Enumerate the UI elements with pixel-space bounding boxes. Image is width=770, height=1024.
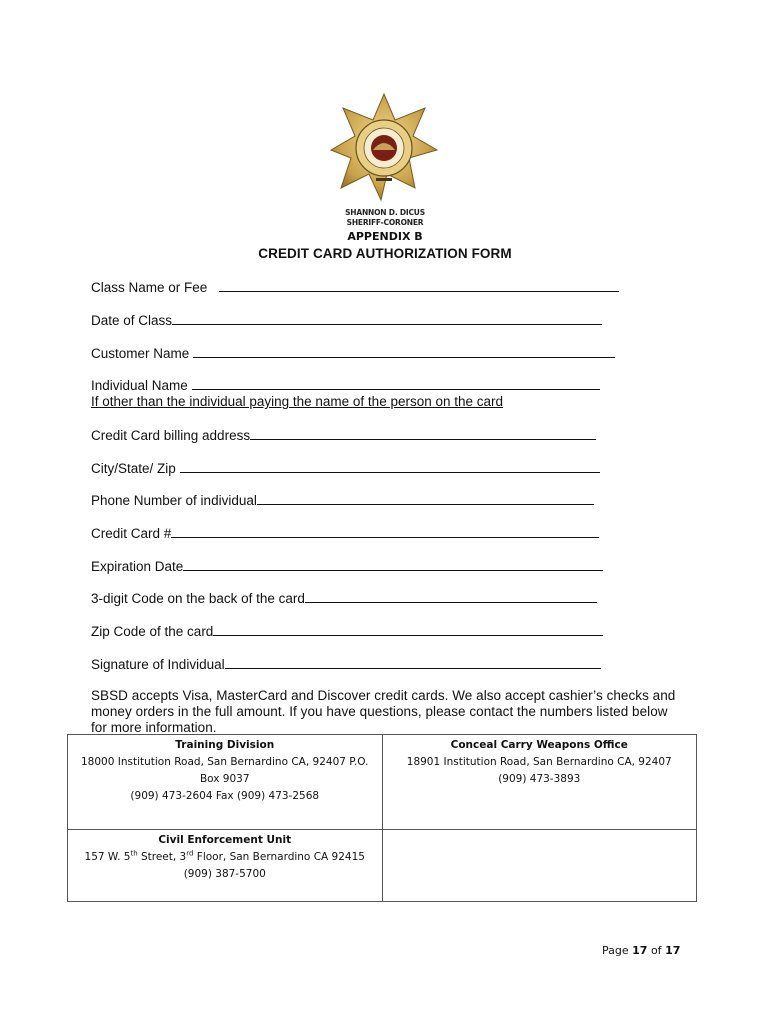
contacts-table [67, 734, 697, 902]
field-label: Zip Code of the card [91, 624, 214, 639]
field-city-state-zip [91, 460, 600, 476]
training-division-cell [68, 735, 383, 830]
customer-name-input-line[interactable] [193, 345, 615, 358]
field-individual-name [91, 377, 600, 393]
sheriff-name: SHANNON D. DICUS [345, 208, 425, 217]
training-division-address: 18000 Institution Road, San Bernardino CA, 92407 P.O. Box 9037 [81, 756, 369, 785]
civil-enforcement-address: 157 W. 5th Street, 3rd Floor, San Bernardino CA 92415 [84, 849, 365, 863]
page-number: Page 17 of 17 [602, 944, 681, 957]
field-credit-card-number [91, 525, 599, 541]
field-label: City/State/ Zip [91, 461, 176, 476]
field-label: Customer Name [91, 346, 190, 361]
individual-name-note: If other than the individual paying the name of the person on the card [91, 394, 504, 409]
individual-name-input-line[interactable] [192, 377, 600, 390]
field-billing-address [91, 427, 596, 443]
billing-address-input-line[interactable] [250, 427, 596, 440]
field-label: Individual Name [91, 378, 188, 393]
field-label: Class Name or Fee [91, 280, 208, 295]
field-cvv-code [91, 590, 597, 606]
civil-enforcement-title: Civil Enforcement Unit [158, 833, 292, 846]
field-label: Credit Card # [91, 526, 172, 541]
city-state-zip-input-line[interactable] [180, 460, 600, 473]
ccw-office-cell [382, 735, 697, 830]
field-customer-name [91, 345, 615, 361]
training-division-title: Training Division [175, 739, 275, 751]
ccw-office-phone: (909) 473-3893 [498, 773, 581, 785]
field-label: Expiration Date [91, 559, 184, 574]
sheriff-badge-logo [329, 92, 439, 202]
field-signature [91, 656, 601, 672]
cvv-code-input-line[interactable] [305, 590, 597, 603]
empty-cell [382, 829, 697, 902]
field-label: Credit Card billing address [91, 428, 251, 443]
field-card-zip-code [91, 623, 603, 639]
training-division-phone: (909) 473-2604 Fax (909) 473-2568 [130, 790, 320, 802]
field-label: 3-digit Code on the back of the card [91, 591, 305, 606]
ccw-office-title: Conceal Carry Weapons Office [450, 739, 628, 751]
field-expiration-date [91, 558, 603, 574]
expiration-date-input-line[interactable] [183, 558, 603, 571]
field-class-name-or-fee [91, 279, 619, 295]
civil-enforcement-cell [68, 829, 383, 902]
sheriff-title: SHERIFF-CORONER [346, 218, 424, 227]
field-phone-number [91, 492, 594, 508]
table-row [68, 735, 697, 830]
field-label: Date of Class [91, 313, 173, 328]
civil-enforcement-phone: (909) 387-5700 [183, 867, 266, 880]
credit-card-number-input-line[interactable] [171, 525, 599, 538]
form-title: CREDIT CARD AUTHORIZATION FORM [258, 246, 512, 261]
appendix-label: APPENDIX B [347, 230, 423, 243]
table-row [68, 829, 697, 902]
field-label: Signature of Individual [91, 657, 225, 672]
payment-info-paragraph: SBSD accepts Visa, MasterCard and Discover credit cards. We also accept cashier’s checks and money orders in the full amount. If you have questions, please contact the numbers listed below for more information. [91, 688, 676, 735]
ccw-office-address: 18901 Institution Road, San Bernardino CA, 92407 [406, 756, 672, 768]
field-label: Phone Number of individual [91, 493, 257, 508]
class-name-or-fee-input-line[interactable] [219, 279, 619, 292]
phone-number-input-line[interactable] [257, 492, 594, 505]
date-of-class-input-line[interactable] [172, 312, 602, 325]
field-date-of-class [91, 312, 602, 328]
signature-input-line[interactable] [225, 656, 601, 669]
card-zip-code-input-line[interactable] [213, 623, 603, 636]
